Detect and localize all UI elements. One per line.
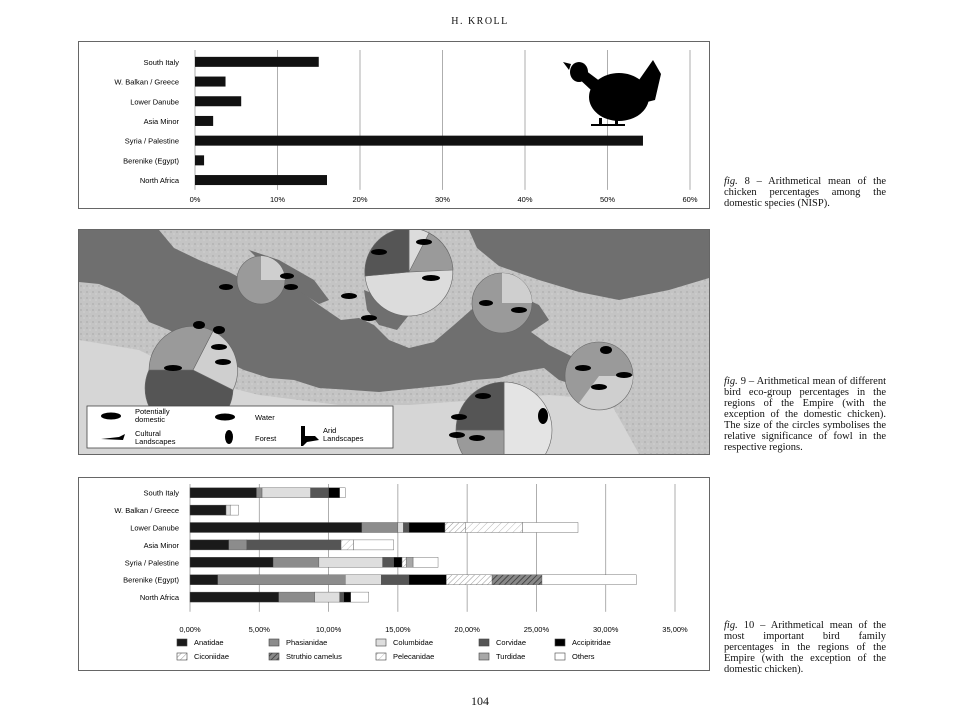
fig10-bar-segment xyxy=(340,488,346,498)
fig10-legend-swatch xyxy=(177,653,187,660)
fig10-legend-swatch xyxy=(376,639,386,646)
svg-text:Arid: Arid xyxy=(323,426,337,435)
fig10-category-label: South Italy xyxy=(143,488,179,498)
fig10-legend-label: Accipitridae xyxy=(572,638,611,647)
fig10-legend-label: Struthio camelus xyxy=(286,652,342,661)
fig10-legend-label: Anatidae xyxy=(194,638,224,647)
fig10-x-tick-label: 5,00% xyxy=(248,625,270,634)
chicken-silhouette-icon xyxy=(563,60,661,126)
fig10-bar-segment xyxy=(190,505,226,515)
pie-south-italy xyxy=(237,256,285,304)
page-number: 104 xyxy=(471,694,489,708)
fig10-bar-segment xyxy=(413,557,438,567)
fig8-bar xyxy=(195,136,643,146)
fig10-bar-segment xyxy=(402,557,406,567)
fig10-legend-label: Ciconiidae xyxy=(194,652,230,661)
fig10-legend-label: Turdidae xyxy=(496,652,526,661)
fig9-map-panel xyxy=(78,229,710,455)
fig10-bar-segment xyxy=(230,505,238,515)
fig10-bar-segment xyxy=(190,575,218,585)
fig10-bar-segment xyxy=(279,592,315,602)
fig10-x-tick-label: 15,00% xyxy=(385,625,411,634)
fig10-bar-segment xyxy=(362,523,398,533)
fig10-bar-segment xyxy=(351,592,369,602)
fig8-category-label: Lower Danube xyxy=(130,97,179,107)
fig8-bar xyxy=(195,96,241,106)
fig9-caption: fig. 9 – Arithmetical mean of different bird eco-group percentages in the regions of the Empire (with the exception of the domestic chicken). The size of the circles symbolises the relative significance of fowl in the respective regions. xyxy=(724,376,886,453)
fig10-bar-segment xyxy=(492,575,542,585)
fig10-legend-label: Pelecanidae xyxy=(393,652,435,661)
svg-text:Potentially: Potentially xyxy=(135,407,170,416)
map-legend xyxy=(87,406,393,448)
fig10-bar-segment xyxy=(315,592,340,602)
fig10-bar-segment xyxy=(409,575,446,585)
fig10-bar-segment xyxy=(542,575,636,585)
fig8-category-label: Syria / Palestine xyxy=(124,136,179,146)
fig10-legend-swatch xyxy=(269,639,279,646)
fig10-bar-segment xyxy=(523,523,578,533)
svg-text:Landscapes: Landscapes xyxy=(323,434,364,443)
fig10-x-tick-label: 25,00% xyxy=(523,625,550,634)
fig10-bar-segment xyxy=(383,557,394,567)
fig10-category-label: Asia Minor xyxy=(143,540,179,550)
fig10-bar-segment xyxy=(381,575,409,585)
fig10-bar-segment xyxy=(394,557,402,567)
fig8-bar xyxy=(195,57,319,67)
fig10-bar-segment xyxy=(398,523,404,533)
fig10-bar-segment xyxy=(311,488,329,498)
perched-bird-icon xyxy=(225,430,233,444)
fig10-legend-label: Phasianidae xyxy=(286,638,328,647)
pie-balkan xyxy=(365,230,453,316)
fig10-category-label: Lower Danube xyxy=(130,523,179,533)
fig10-bar-segment xyxy=(340,592,344,602)
fig10-category-label: Berenike (Egypt) xyxy=(123,575,179,585)
fig10-bar-segment xyxy=(229,540,247,550)
fig8-x-tick-label: 50% xyxy=(599,195,616,204)
fig10-legend-label: Corvidae xyxy=(496,638,527,647)
svg-text:Cultural: Cultural xyxy=(135,429,161,438)
svg-text:domestic: domestic xyxy=(135,415,166,424)
fig10-bar-segment xyxy=(345,575,381,585)
fig10-bar-segment xyxy=(466,523,523,533)
running-header: H. KROLL xyxy=(451,16,509,27)
fig10-bar-segment xyxy=(190,523,362,533)
swimming-bird-icon xyxy=(215,414,235,421)
fig10-stacked-bar-chart xyxy=(79,478,709,670)
fig8-x-tick-label: 10% xyxy=(269,195,286,204)
fig10-x-tick-label: 30,00% xyxy=(592,625,619,634)
fig10-legend-swatch xyxy=(479,653,489,660)
fig8-bar xyxy=(195,175,327,185)
fig8-caption: fig. 8 – Arithmetical mean of the chicken percentages among the domestic species (NISP). xyxy=(724,176,887,209)
fig8-category-label: Asia Minor xyxy=(143,116,179,126)
fig10-bar-segment xyxy=(344,592,351,602)
fig10-bar-segment xyxy=(218,575,345,585)
fig10-category-label: W. Balkan / Greece xyxy=(114,506,179,516)
duck-silhouette-icon xyxy=(101,413,121,420)
fig10-bar-segment xyxy=(190,540,229,550)
fig10-legend-swatch xyxy=(269,653,279,660)
fig10-chart-panel xyxy=(78,477,710,671)
fig10-bar-segment xyxy=(341,540,353,550)
fig10-bar-segment xyxy=(273,557,319,567)
fig10-x-tick-label: 10,00% xyxy=(315,625,342,634)
fig10-bar-segment xyxy=(319,557,383,567)
fig8-x-tick-label: 0% xyxy=(189,195,201,204)
fig8-bar xyxy=(195,155,204,165)
fig10-category-label: North Africa xyxy=(139,593,179,603)
fig10-bar-segment xyxy=(409,523,445,533)
fig8-category-label: South Italy xyxy=(143,57,179,67)
fig10-legend-label: Columbidae xyxy=(393,638,434,647)
svg-text:Water: Water xyxy=(255,413,275,422)
fig10-legend-swatch xyxy=(555,653,565,660)
fig10-bar-segment xyxy=(190,592,279,602)
fig10-legend-swatch xyxy=(376,653,386,660)
fig8-x-tick-label: 20% xyxy=(352,195,368,204)
fig8-chart-panel xyxy=(78,41,710,209)
fig10-category-label: Syria / Palestine xyxy=(124,558,179,568)
fig10-legend-swatch xyxy=(555,639,565,646)
fig10-bar-segment xyxy=(403,523,409,533)
fig10-legend-swatch xyxy=(479,639,489,646)
fig10-legend-swatch xyxy=(177,639,187,646)
fig10-legend-label: Others xyxy=(572,652,595,661)
fig10-bar-segment xyxy=(354,540,394,550)
fig8-bar-chart xyxy=(79,42,709,208)
fig10-bar-segment xyxy=(190,488,257,498)
fig10-bar-segment xyxy=(247,540,341,550)
fig10-bar-segment xyxy=(445,523,466,533)
fig10-bar-segment xyxy=(262,488,311,498)
fig10-bar-segment xyxy=(406,557,413,567)
fig8-bar xyxy=(195,116,213,126)
fig10-x-tick-label: 0,00% xyxy=(179,625,201,634)
fig8-x-tick-label: 60% xyxy=(682,195,698,204)
fig10-x-tick-label: 35,00% xyxy=(662,625,688,634)
fig8-category-label: W. Balkan / Greece xyxy=(114,77,179,87)
fig10-bar-segment xyxy=(226,505,230,515)
fig9-map xyxy=(79,230,709,454)
svg-text:Landscapes: Landscapes xyxy=(135,437,176,446)
fig10-bar-segment xyxy=(446,575,492,585)
fig10-bar-segment xyxy=(329,488,340,498)
fig10-caption: fig. 10 – Arithmetical mean of the most important bird family percentages in the regions of the Empire (with the exception of the domestic chicken). xyxy=(724,620,887,675)
fig8-category-label: Berenike (Egypt) xyxy=(123,156,179,166)
fig8-bar xyxy=(195,77,226,87)
fig8-category-label: North Africa xyxy=(139,176,179,186)
fig8-x-tick-label: 30% xyxy=(434,195,451,204)
svg-text:Forest: Forest xyxy=(255,434,277,443)
fig10-bar-segment xyxy=(190,557,273,567)
fig10-bar-segment xyxy=(257,488,263,498)
fig10-x-tick-label: 20,00% xyxy=(454,625,480,634)
fig8-x-tick-label: 40% xyxy=(517,195,533,204)
